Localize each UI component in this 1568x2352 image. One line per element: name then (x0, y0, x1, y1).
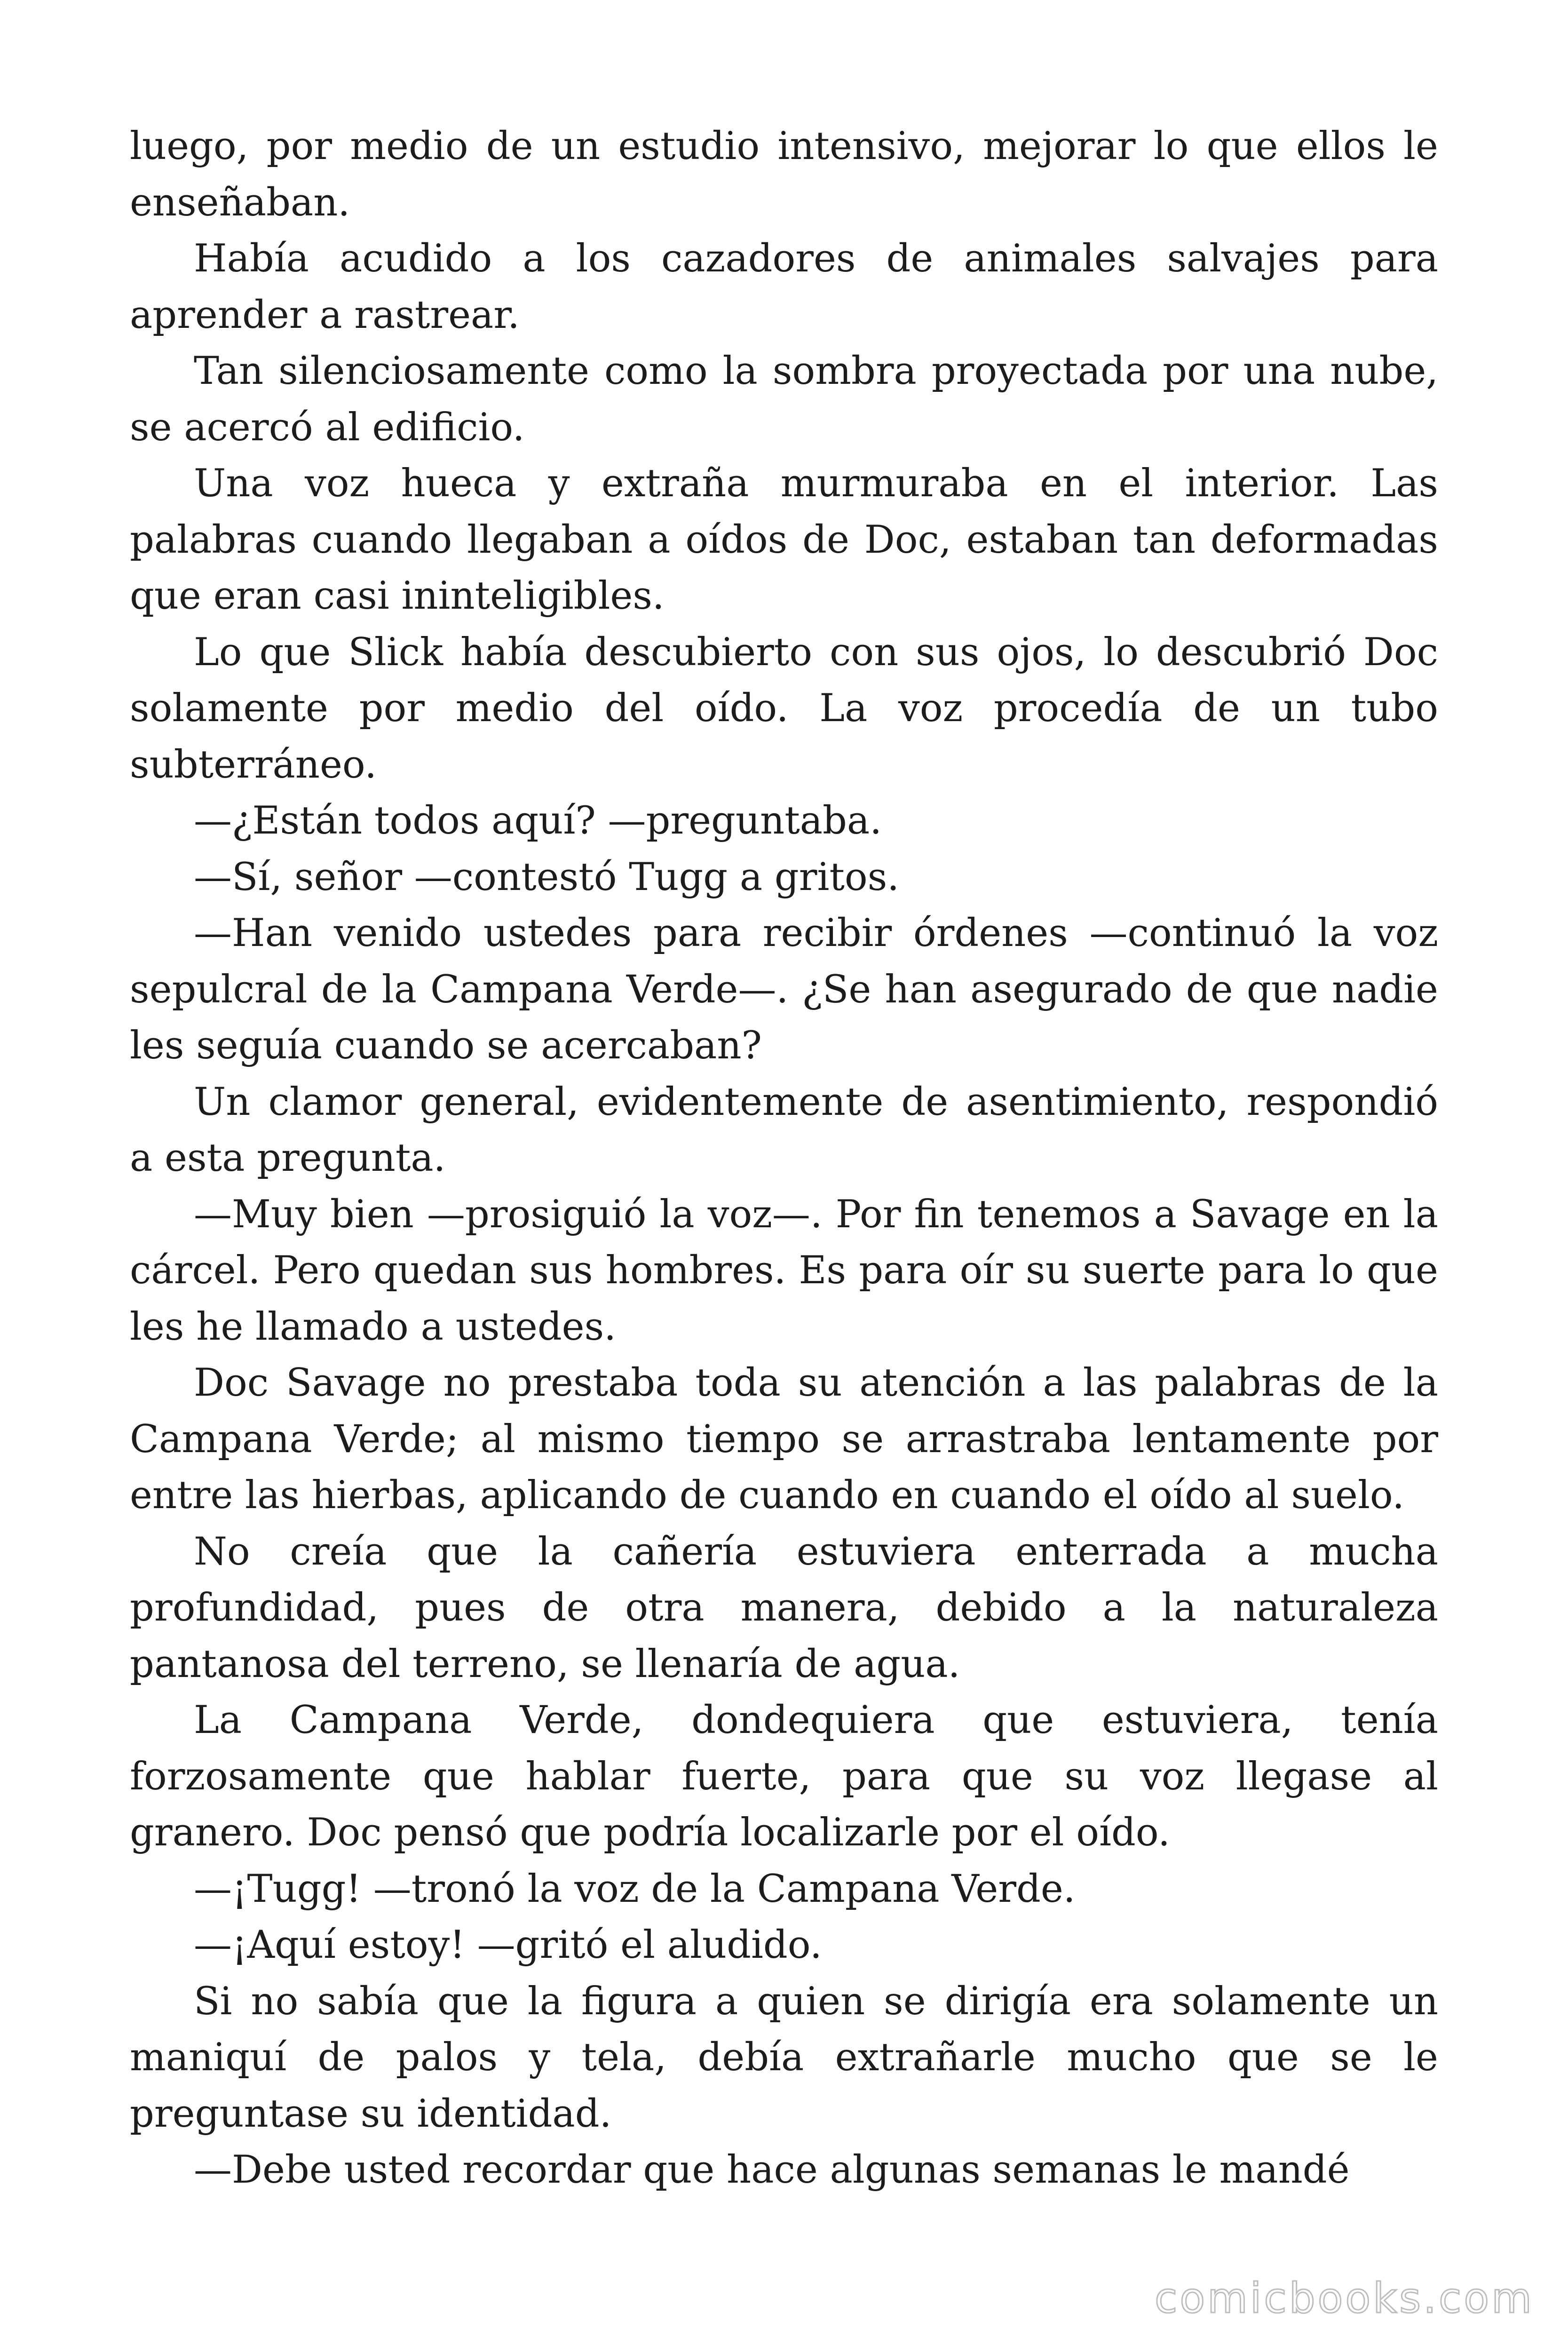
dialogue-line: —Debe usted recordar que hace algunas semanas le mandé (194, 2148, 1350, 2192)
paragraph: Había acudido a los cazadores de animales salvajes para aprender a rastrear. (130, 237, 1438, 337)
dialogue-line: —Muy bien —prosiguió la voz—. Por fin tenemos a Savage en la cárcel. Pero quedan sus hombres. Es para oír su suerte para lo que les he llamado a ustedes. (130, 1192, 1438, 1349)
paragraph: Si no sabía que la figura a quien se dirigía era solamente un maniquí de palos y tela, debía extrañarle mucho que se le preguntase su identidad. (130, 1979, 1438, 2136)
paragraph: No creía que la cañería estuviera enterrada a mucha profundidad, pues de otra manera, debido a la naturaleza pantanosa del terreno, se llenaría de agua. (130, 1529, 1438, 1686)
paragraph: luego, por medio de un estudio intensivo, mejorar lo que ellos le enseñaban. (130, 124, 1438, 225)
dialogue-line: —¡Aquí estoy! —gritó el aludido. (194, 1923, 822, 1967)
watermark: comicbooks.com (1154, 2274, 1534, 2322)
paragraph: Una voz hueca y extraña murmuraba en el interior. Las palabras cuando llegaban a oídos de Doc, estaban tan deformadas que eran casi ininteligibles. (130, 461, 1438, 618)
paragraph: La Campana Verde, dondequiera que estuviera, tenía forzosamente que hablar fuerte, para que su voz llegase al granero. Doc pensó que podría localizarle por el oído. (130, 1698, 1438, 1855)
dialogue-line: —¡Tugg! —tronó la voz de la Campana Verde. (194, 1867, 1076, 1911)
dialogue-line: —¿Están todos aquí? —preguntaba. (194, 799, 882, 843)
dialogue-line: —Sí, señor —contestó Tugg a gritos. (194, 855, 900, 899)
paragraph: Doc Savage no prestaba toda su atención a las palabras de la Campana Verde; al mismo tiempo se arrastraba lentamente por entre las hierbas, aplicando de cuando en cuando el oído al suelo. (130, 1361, 1438, 1518)
dialogue-line: —Han venido ustedes para recibir órdenes —continuó la voz sepulcral de la Campana Verde—. ¿Se han asegurado de que nadie les seguía cuando se acercaban? (130, 911, 1438, 1068)
body-text (130, 119, 1438, 2199)
paragraph: Un clamor general, evidentemente de asentimiento, respondió a esta pregunta. (130, 1080, 1438, 1180)
paragraph: Tan silenciosamente como la sombra proyectada por una nube, se acercó al edificio. (130, 349, 1438, 450)
paragraph: Lo que Slick había descubierto con sus ojos, lo descubrió Doc solamente por medio del oído. La voz procedía de un tubo subterráneo. (130, 630, 1438, 787)
